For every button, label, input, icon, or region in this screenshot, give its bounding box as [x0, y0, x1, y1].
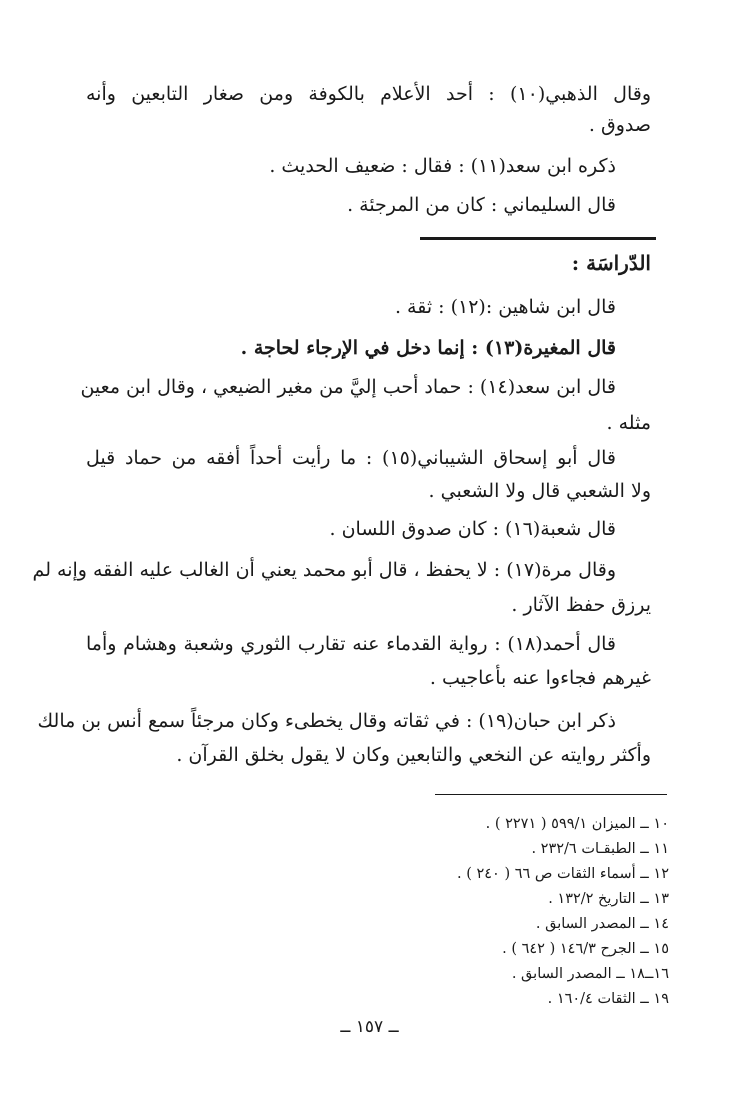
- paragraph-sulaymani: قال السليماني : كان من المرجئة .: [347, 194, 616, 216]
- section-heading: الدّراسَة :: [571, 251, 651, 275]
- page-number: ــ ١٥٧ ــ: [340, 1017, 399, 1037]
- study-abu-ishaq-line-2: ولا الشعبي قال ولا الشعبي .: [428, 480, 651, 502]
- footnote-15: ١٥ ــ الجرح ١٤٦/٣ ( ٦٤٢ ) .: [502, 940, 669, 957]
- study-ibn-saad-line-2: مثله .: [606, 412, 651, 434]
- study-abu-ishaq-line-1: قال أبو إسحاق الشيباني(١٥) : ما رأيت أحداً أفقه من حماد قيل: [86, 447, 616, 469]
- study-marra-line-1: وقال مرة(١٧) : لا يحفظ ، قال أبو محمد يعني أن الغالب عليه الفقه وإنه لم: [32, 559, 616, 581]
- section-divider: [420, 237, 656, 240]
- study-ahmad-line-2: غيرهم فجاءوا عنه بأعاجيب .: [429, 667, 651, 689]
- study-ibn-saad-line-1: قال ابن سعد(١٤) : حماد أحب إليَّ من مغير الضيعي ، وقال ابن معين: [80, 376, 616, 398]
- study-marra-line-2: يرزق حفظ الآثار .: [511, 594, 651, 616]
- study-ibn-hibban-line-2: وأكثر روايته عن النخعي والتابعين وكان لا يقول بخلق القرآن .: [176, 744, 651, 766]
- footnote-16-18: ١٦ــ١٨ ــ المصدر السابق .: [511, 965, 669, 982]
- study-ahmad-line-1: قال أحمد(١٨) : رواية القدماء عنه تقارب الثوري وشعبة وهشام وأما: [86, 633, 616, 655]
- paragraph-ibn-saad: ذكره ابن سعد(١١) : فقال : ضعيف الحديث .: [269, 155, 616, 177]
- study-shuba: قال شعبة(١٦) : كان صدوق اللسان .: [329, 518, 616, 540]
- footnote-12: ١٢ ــ أسماء الثقات ص ٦٦ ( ٢٤٠ ) .: [456, 865, 669, 882]
- footnote-divider: [435, 794, 667, 795]
- study-ibn-hibban-line-1: ذكر ابن حبان(١٩) : في ثقاته وقال يخطىء وكان مرجئاً سمع أنس بن مالك: [37, 710, 616, 732]
- footnote-14: ١٤ ــ المصدر السابق .: [535, 915, 669, 932]
- paragraph-dhahabi-line-1: وقال الذهبي(١٠) : أحد الأعلام بالكوفة ومن صغار التابعين وأنه: [86, 83, 651, 105]
- footnote-19: ١٩ ــ الثقات ١٦٠/٤ .: [547, 990, 669, 1007]
- footnote-11: ١١ ــ الطبقـات ٢٣٢/٦ .: [531, 840, 669, 857]
- footnote-13: ١٣ ــ التاريخ ١٣٢/٢ .: [548, 890, 669, 907]
- study-mughira: قال المغيرة(١٣) : إنما دخل في الإرجاء لحاجة .: [240, 337, 616, 359]
- paragraph-dhahabi-line-2: صدوق .: [588, 114, 651, 136]
- footnote-10: ١٠ ــ الميزان ٥٩٩/١ ( ٢٢٧١ ) .: [485, 815, 669, 832]
- study-ibn-shahin: قال ابن شاهين :(١٢) : ثقة .: [394, 296, 616, 318]
